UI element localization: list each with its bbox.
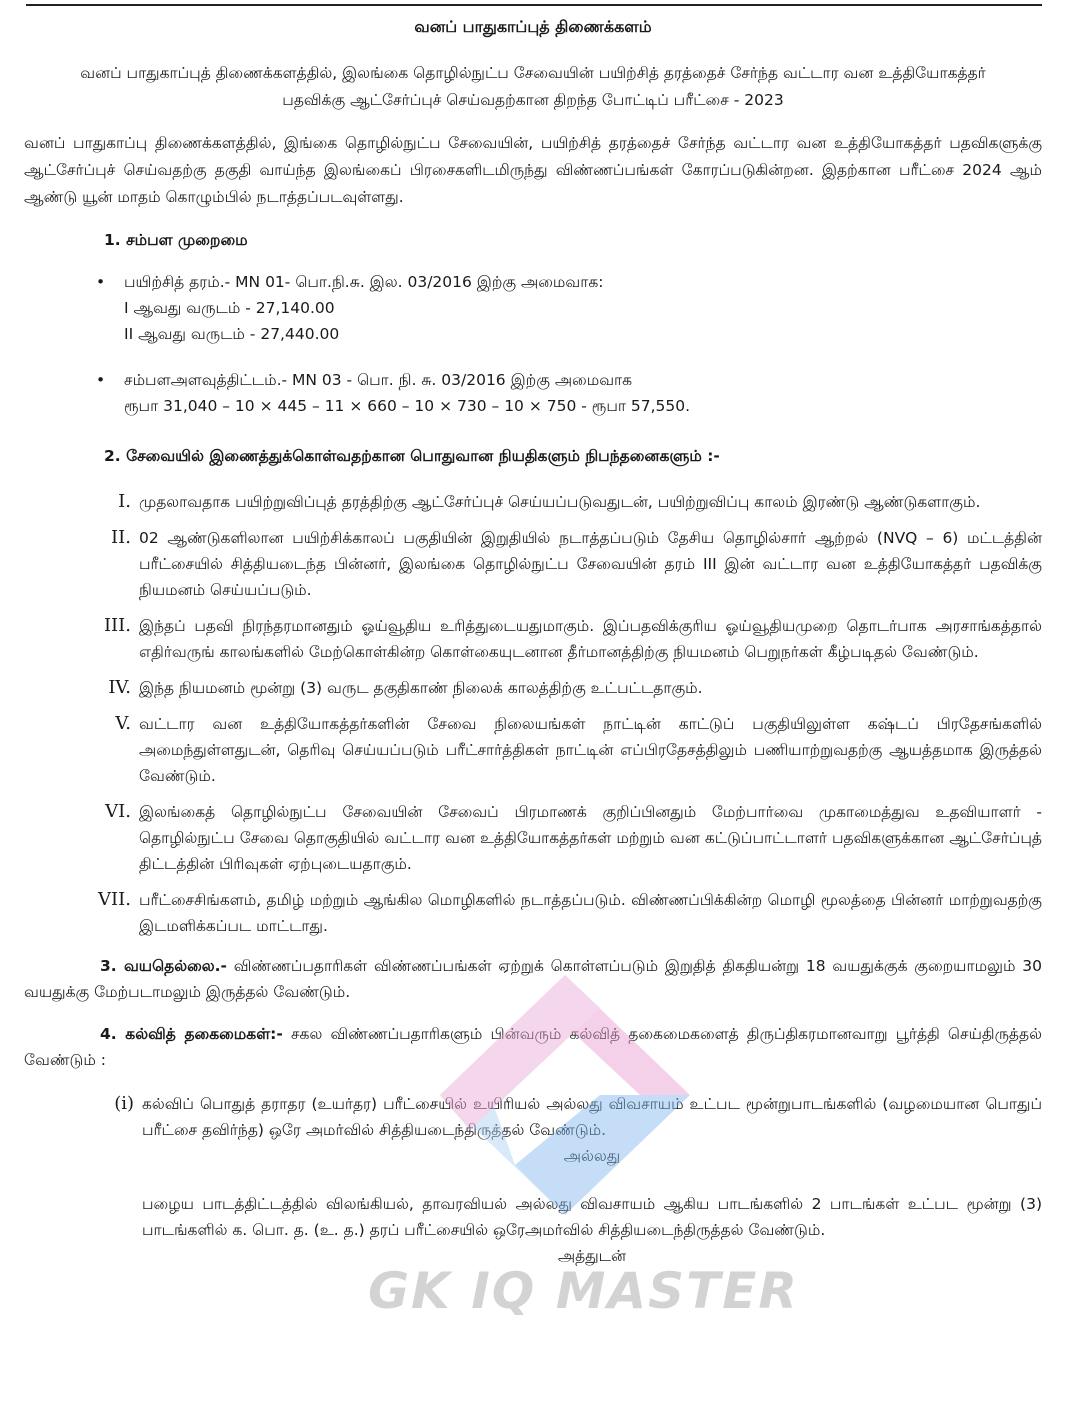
list-item: [24, 887, 1042, 939]
item-text: இந்த நியமனம் மூன்று (3) வருட தகுதிகாண் நிலைக் காலத்திற்கு உட்பட்டதாகும்.: [139, 679, 703, 697]
alternative-text: பழைய பாடத்திட்டத்தில் விலங்கியல், தாவரவியல் அல்லது விவசாயம் ஆகிய பாடங்களில் 2 பாடங்கள் உட்பட மூன்று (3) பாடங்களில் க. பொ. த. (உ. த.) தரப் பரீட்சையில் ஒரேஅமர்வில் சித்தியடைந்திருத்தல் வேண்டும்.: [142, 1195, 1042, 1239]
qualification-number: (i): [114, 1093, 134, 1114]
bullet-subline: II ஆவது வருடம் - 27,440.00: [124, 325, 340, 343]
item-text: இந்தப் பதவி நிரந்தரமானதும் ஓய்வூதிய உரித்துடையதுமாகும். இப்பதவிக்குரிய ஓய்வூதியமுறை தொடர்பாக அரசாங்கத்தால் எதிர்வருங் காலங்களில் மேற்கொள்கின்ற கொள்கையுடனான தீர்மானத்திற்கு நியமனம் பெறுநர்கள் கீழ்படிதல் வேண்டும்.: [139, 617, 1042, 661]
salary-bullet-scale: [24, 367, 1042, 419]
list-item: [24, 675, 1042, 701]
qualifications-label: 4. கல்வித் தகைமைகள்:-: [100, 1025, 283, 1043]
page-title: வனப் பாதுகாப்புத் திணைக்களம்: [414, 17, 652, 36]
bullet-line: பயிற்சித் தரம்.- MN 01- பொ.நி.சு. இல. 03/2016 இற்கு அமைவாக:: [124, 273, 604, 291]
and-label: அத்துடன்: [557, 1247, 627, 1265]
item-number: IV.: [108, 677, 131, 698]
list-item: [24, 489, 1042, 515]
salary-bullet-training: [24, 269, 1042, 347]
item-number: VII.: [98, 889, 131, 910]
watermark-text: GK IQ MASTER: [368, 1262, 799, 1320]
item-number: VI.: [105, 801, 131, 822]
item-text: 02 ஆண்டுகளிலான பயிற்சிக்காலப் பகுதியின் இறுதியில் நடாத்தப்படும் தேசிய தொழில்சார் ஆற்றல் (NVQ – 6) மட்டத்தின் பரீட்சையில் சித்தியடைந்த பின்னர், இலங்கை தொழில்நுட்ப சேவையின் தரம் III இன் வட்டார வன உத்தியோகத்தர் பதவிக்கு நியமனம் செய்யப்படும்.: [139, 529, 1042, 599]
age-limit-text: விண்ணப்பதாரிகள் விண்ணப்பங்கள் ஏற்றுக் கொள்ளப்படும் இறுதித் திகதியன்று 18 வயதுக்குக் குறையாமலும் 30 வயதுக்கு மேற்படாமலும் இருத்தல் வேண்டும்.: [24, 957, 1043, 1001]
qualification-body: [142, 1091, 1042, 1169]
qualification-item: [24, 1091, 1042, 1169]
item-text: பரீட்சைசிங்களம், தமிழ் மற்றும் ஆங்கில மொழிகளில் நடாத்தப்படும். விண்ணப்பிக்கின்ற மொழி மூலத்தை பின்னர் மாற்றுவதற்கு இடமளிக்கப்பட மாட்டாது.: [139, 891, 1042, 935]
item-text: இலங்கைத் தொழில்நுட்ப சேவையின் சேவைப் பிரமாணக் குறிப்பினதும் மேற்பார்வை முகாமைத்துவ உதவியாளர் - தொழில்நுட்ப சேவை தொகுதியில் வட்டார வன உத்தியோகத்தர்கள் மற்றும் வன கட்டுப்பாட்டாளர் பதவிகளுக்கான ஆட்சேர்ப்புத் திட்டத்தின் பிரிவுகள் ஏற்புடையதாகும்.: [139, 803, 1042, 873]
intro-paragraph: வனப் பாதுகாப்பு திணைக்களத்தில், இங்கை தொழில்நுட்ப சேவையின், பயிற்சித் தரத்தைச் சேர்ந்த வட்டார வன உத்தியோகத்தர் பதவிகளுக்கு ஆட்சேர்ப்புச் செய்வதற்கு தகுதி வாய்ந்த இலங்கைப் பிரசைகளிடமிருந்து விண்ணப்பங்கள் கோரப்படுகின்றன. இதற்கான பரீட்சை 2024 ஆம் ஆண்டு யூன் மாதம் கொழும்பில் நடாத்தப்படவுள்ளது.: [24, 134, 1042, 206]
salary-bullets: [24, 269, 1042, 419]
conditions-list: [24, 489, 1042, 939]
bullet-dot: •: [96, 371, 106, 389]
bullet-subline: ரூபா 31,040 – 10 × 445 – 11 × 660 – 10 × 730 – 10 × 750 - ரூபா 57,550.: [124, 397, 691, 415]
item-number: II.: [111, 527, 131, 548]
alternative-qualification: [142, 1191, 1042, 1269]
list-item: [24, 711, 1042, 789]
item-number: V.: [115, 713, 131, 734]
item-number: I.: [118, 491, 131, 512]
list-item: [24, 525, 1042, 603]
item-text: முதலாவதாக பயிற்றுவிப்புத் தரத்திற்கு ஆட்சேர்ப்புச் செய்யப்படுவதுடன், பயிற்றுவிப்பு காலம் இரண்டு ஆண்டுகளாகும்.: [139, 493, 981, 511]
item-number: III.: [103, 615, 131, 636]
section-age-limit: [24, 953, 1042, 1005]
section-salary-heading: 1. சம்பள முறைமை: [104, 231, 248, 249]
top-rule: [26, 4, 1042, 6]
qualification-text: கல்விப் பொதுத் தராதர (உயர்தர) பரீட்சையில் உயிரியல் அல்லது விவசாயம் உட்பட மூன்றுபாடங்களில் (வழமையான பொதுப் பரீட்சை தவிர்ந்த) ஒரே அமர்வில் சித்தியடைந்திருத்தல் வேண்டும்.: [142, 1095, 1042, 1139]
qualifications-text: சகல விண்ணப்பதாரிகளும் பின்வரும் கல்வித் தகைமைகளைத் திருப்திகரமானவாறு பூர்த்தி செய்திருத்தல் வேண்டும் :: [24, 1025, 1042, 1069]
list-item: [24, 613, 1042, 665]
bullet-subline: I ஆவது வருடம் - 27,140.00: [124, 299, 335, 317]
item-text: வட்டார வன உத்தியோகத்தர்களின் சேவை நிலையங்கள் நாட்டின் காட்டுப் பகுதியிலுள்ள கஷ்டப் பிரதேசங்களில் அமைந்துள்ளதுடன், தெரிவு செய்யப்படும் பரீட்சார்த்திகள் நாட்டின் எப்பிரதேசத்திலும் பணியாற்றுவதற்கு ஆயத்தமாக இருத்தல் வேண்டும்.: [139, 715, 1042, 785]
bullet-line: சம்பளஅளவுத்திட்டம்.- MN 03 - பொ. நி. சு. 03/2016 இற்கு அமைவாக: [124, 371, 633, 389]
or-label: அல்லது: [563, 1147, 621, 1165]
notice-subtitle: வனப் பாதுகாப்புத் திணைக்களத்தில், இலங்கை தொழில்நுட்ப சேவையின் பயிற்சித் தரத்தைச் சேர்ந்த வட்டார வன உத்தியோகத்தர் பதவிக்கு ஆட்சேர்ப்புச் செய்வதற்கான திறந்த போட்டிப் பரீட்சை - 2023: [80, 64, 986, 109]
bullet-dot: •: [96, 273, 106, 291]
section-qualifications: [24, 1021, 1042, 1073]
notice-document: [24, 10, 1042, 1269]
section-conditions-heading: 2. சேவையில் இணைத்துக்கொள்வதற்கான பொதுவான நியதிகளும் நிபந்தனைகளும் :-: [104, 447, 720, 465]
age-limit-label: 3. வயதெல்லை.-: [100, 957, 227, 975]
list-item: [24, 799, 1042, 877]
